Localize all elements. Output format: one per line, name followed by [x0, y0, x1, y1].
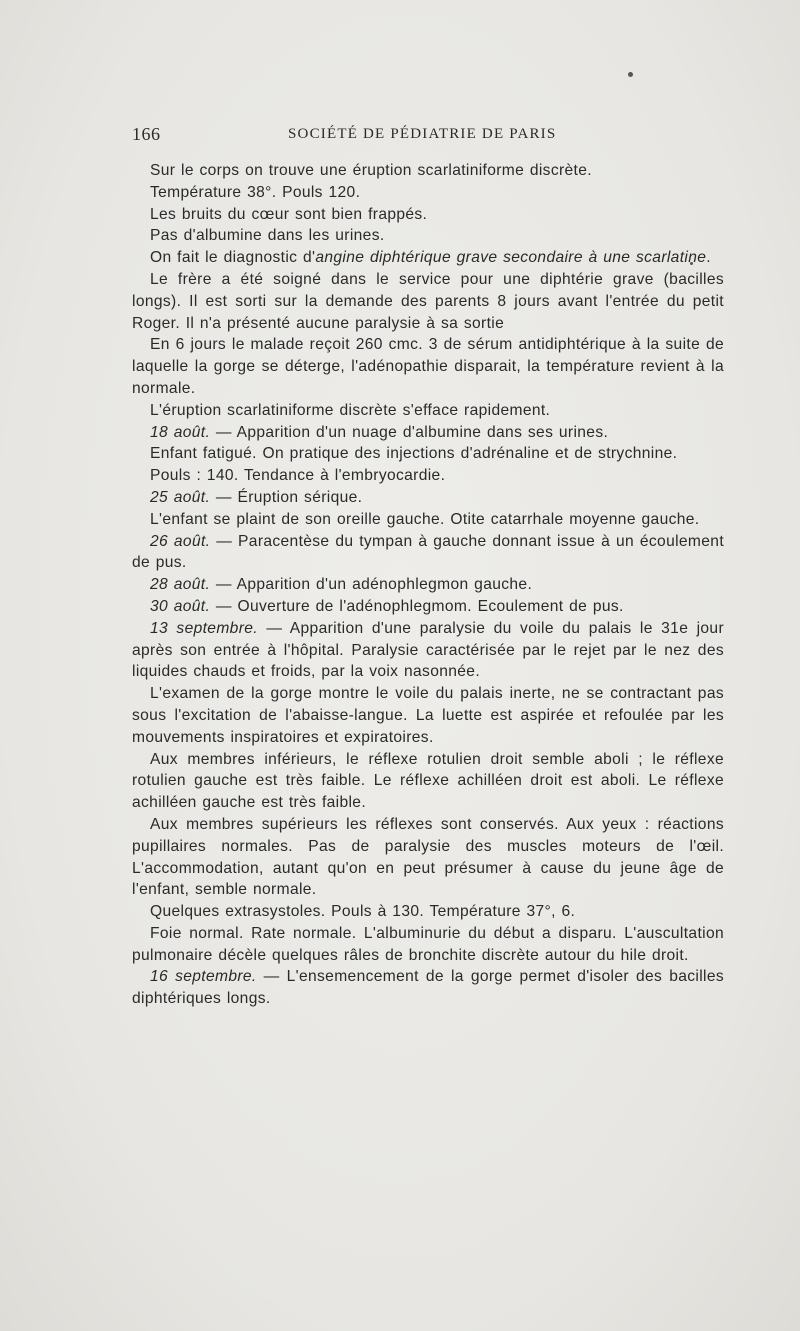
paragraph	[132, 574, 724, 596]
entry-date: 13 septembre.	[150, 619, 258, 637]
paragraph-text: — Éruption sérique.	[210, 488, 363, 506]
running-head: SOCIÉTÉ DE PÉDIATRIE DE PARIS	[288, 126, 557, 142]
paragraph	[132, 509, 724, 531]
paragraph	[132, 160, 724, 182]
paragraph	[132, 225, 724, 247]
paragraph	[132, 814, 724, 901]
paragraph-text: — Ouverture de l'adénophlegmom. Ecoulement de pus.	[210, 597, 624, 615]
paragraph	[132, 618, 724, 683]
paragraph	[132, 923, 724, 967]
paragraph-text: — Apparition d'un adénophlegmon gauche.	[210, 576, 533, 594]
paragraph-text: Température 38°. Pouls 120.	[150, 183, 361, 201]
paragraph-text: Enfant fatigué. On pratique des injections d'adrénaline et de strychnine.	[150, 445, 678, 463]
paragraph-text: Aux membres supérieurs les réflexes sont conservés. Aux yeux : réactions pupillaires normales. Pas de paralysie des muscles moteurs de l'œil. L'accommodation, autant qu'on en peut présumer à cause du jeune âge de l'enfant, semble normale.	[132, 815, 724, 899]
paragraph	[132, 487, 724, 509]
paragraph	[132, 182, 724, 204]
paragraph-text: En 6 jours le malade reçoit 260 cmc. 3 de sérum antidiphtérique à la suite de laquelle la gorge se déterge, l'adénopathie disparait, la température revient à la normale.	[132, 336, 724, 397]
paragraph-text: Foie normal. Rate normale. L'albuminurie du début a disparu. L'auscultation pulmonaire décèle quelques râles de bronchite discrète autour du hile droit.	[132, 924, 724, 964]
entry-date: 16 septembre.	[150, 968, 257, 986]
paragraph	[132, 443, 724, 465]
paragraph-text: Les bruits du cœur sont bien frappés.	[150, 205, 428, 223]
paragraph-text: L'enfant se plaint de son oreille gauche. Otite catarrhale moyenne gauche.	[150, 510, 700, 528]
paragraph-text: — Paracentèse du tympan à gauche donnant issue à un écoulement de pus.	[132, 532, 724, 572]
page-number: 166	[132, 124, 161, 144]
paragraph-text: Pouls : 140. Tendance à l'embryocardie.	[150, 467, 446, 485]
paragraph-text: .	[706, 249, 711, 267]
diagnosis-italic: angine diphtérique grave secondaire à une scarlatine	[315, 249, 707, 267]
paragraph	[132, 269, 724, 334]
paragraph	[132, 749, 724, 814]
body-text	[132, 160, 724, 1010]
paragraph-text: — L'ensemencement de la gorge permet d'isoler des bacilles diphtériques longs.	[132, 968, 724, 1008]
paragraph-text: Sur le corps on trouve une éruption scarlatiniforme discrète.	[150, 162, 592, 179]
paragraph	[132, 596, 724, 618]
paragraph-text: L'éruption scarlatiniforme discrète s'efface rapidement.	[150, 401, 551, 419]
entry-date: 25 août.	[150, 488, 211, 506]
paragraph	[132, 531, 724, 575]
paragraph-text: Quelques extrasystoles. Pouls à 130. Température 37°, 6.	[150, 903, 576, 921]
paragraph-text: Le frère a été soigné dans le service pour une diphtérie grave (bacilles longs). Il est sorti sur la demande des parents 8 jours avant l'entrée du petit Roger. Il n'a présenté aucune paralysie à sa sortie	[132, 270, 724, 332]
paragraph-text: L'examen de la gorge montre le voile du palais inerte, ne se contractant pas sous l'excitation de l'abaisse-langue. La luette est aspirée et refoulée par les mouvements inspiratoires et expiratoires.	[132, 685, 724, 746]
paragraph-text: — Apparition d'un nuage d'albumine dans ses urines.	[210, 423, 609, 441]
ink-speck	[628, 72, 633, 77]
entry-date: 26 août.	[150, 532, 211, 550]
page-header	[132, 124, 722, 148]
entry-date: 30 août.	[150, 597, 211, 615]
paragraph	[132, 465, 724, 487]
paragraph-text: Aux membres inférieurs, le réflexe rotulien droit semble aboli ; le réflexe rotulien gauche est très faible. Le réflexe achilléen droit est aboli. Le réflexe achilléen gauche est très faible.	[132, 750, 724, 812]
entry-date: 18 août.	[150, 423, 211, 441]
paragraph-text: On fait le diagnostic d'	[150, 249, 316, 267]
paragraph	[132, 422, 724, 444]
paragraph	[132, 683, 724, 748]
paragraph	[132, 901, 724, 923]
paragraph	[132, 247, 724, 269]
paragraph-text: Pas d'albumine dans les urines.	[150, 227, 385, 245]
paragraph	[132, 966, 724, 1010]
paragraph	[132, 400, 724, 422]
paragraph-text: — Apparition d'une paralysie du voile du palais le 31e jour après son entrée à l'hôpital. Paralysie caractérisée par le rejet par le nez des liquides chauds et froids, par la voix nasonnée.	[132, 619, 724, 681]
paragraph	[132, 334, 724, 399]
paragraph	[132, 204, 724, 226]
entry-date: 28 août.	[150, 576, 211, 594]
